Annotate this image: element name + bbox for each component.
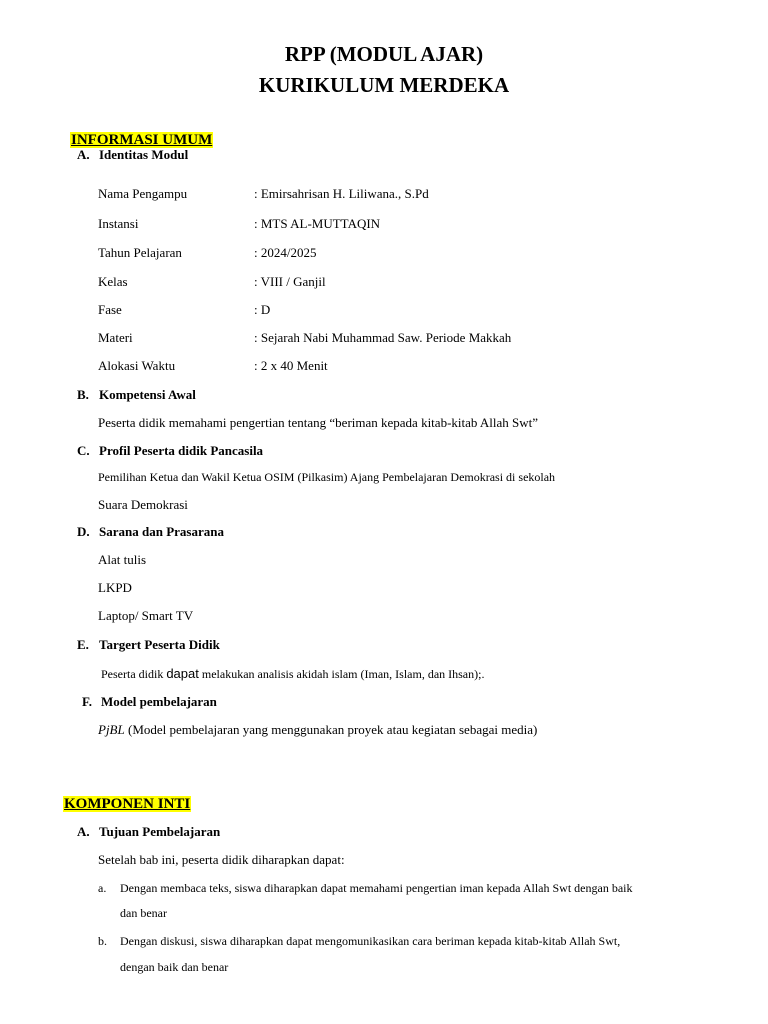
model-text: PjBL (Model pembelajaran yang menggunakan proyek atau kegiatan sebagai media) xyxy=(98,722,538,737)
row-value: : D xyxy=(254,302,271,317)
row-label: Materi xyxy=(98,330,133,345)
row-label: Nama Pengampu xyxy=(98,186,188,201)
identitas-letter: A. xyxy=(77,147,90,162)
row-label: Alokasi Waktu xyxy=(98,358,176,373)
row-value: : MTS AL-MUTTAQIN xyxy=(254,216,381,231)
target-text: Peserta didik dapat melakukan analisis akidah islam (Iman, Islam, dan Ihsan);. xyxy=(98,666,485,681)
tujuan-letter: A. xyxy=(77,824,90,839)
row-label: Instansi xyxy=(98,216,139,231)
profil-line: Suara Demokrasi xyxy=(98,497,188,512)
tujuan-item-line: Dengan membaca teks, siswa diharapkan dapat memahami pengertian iman kepada Allah Swt dengan baik xyxy=(120,881,633,895)
section-heading-komponen-inti: KOMPONEN INTI xyxy=(64,796,191,812)
row-value: : 2 x 40 Menit xyxy=(254,358,328,373)
tujuan-label: Tujuan Pembelajaran xyxy=(99,824,221,839)
sarana-label: Sarana dan Prasarana xyxy=(99,524,224,539)
row-label: Tahun Pelajaran xyxy=(98,245,182,260)
row-label: Fase xyxy=(98,302,122,317)
sarana-item: LKPD xyxy=(98,580,132,595)
profil-label: Profil Peserta didik Pancasila xyxy=(99,443,264,458)
row-value: : VIII / Ganjil xyxy=(254,274,326,289)
target-letter: E. xyxy=(77,637,89,652)
tujuan-item-line: Dengan diskusi, siswa diharapkan dapat mengomunikasikan cara beriman kepada kitab-kitab Allah Swt, xyxy=(120,934,621,948)
model-label: Model pembelajaran xyxy=(101,694,217,709)
target-label: Targert Peserta Didik xyxy=(99,637,220,652)
kompetensi-text: Peserta didik memahami pengertian tentang “beriman kepada kitab-kitab Allah Swt” xyxy=(98,415,539,430)
tujuan-marker: b. xyxy=(98,934,107,948)
kompetensi-letter: B. xyxy=(77,387,89,402)
tujuan-item-line: dan benar xyxy=(120,906,167,920)
row-value: : 2024/2025 xyxy=(254,245,317,260)
document-subtitle: KURIKULUM MERDEKA xyxy=(258,73,510,97)
tujuan-item-line: dengan baik dan benar xyxy=(120,960,229,974)
profil-letter: C. xyxy=(77,443,90,458)
profil-line: Pemilihan Ketua dan Wakil Ketua OSIM (Pilkasim) Ajang Pembelajaran Demokrasi di sekolah xyxy=(98,470,556,484)
identitas-label: Identitas Modul xyxy=(99,147,189,162)
sarana-letter: D. xyxy=(77,524,90,539)
section-heading-informasi-umum: INFORMASI UMUM xyxy=(71,132,213,148)
document-title: RPP (MODUL AJAR) xyxy=(284,42,484,66)
row-label: Kelas xyxy=(98,274,128,289)
model-letter: F. xyxy=(82,694,92,709)
kompetensi-label: Kompetensi Awal xyxy=(99,387,196,402)
tujuan-marker: a. xyxy=(98,881,107,895)
row-value: : Sejarah Nabi Muhammad Saw. Periode Makkah xyxy=(254,330,512,345)
row-value: : Emirsahrisan H. Liliwana., S.Pd xyxy=(254,186,429,201)
tujuan-intro: Setelah bab ini, peserta didik diharapkan dapat: xyxy=(98,852,345,867)
sarana-item: Laptop/ Smart TV xyxy=(98,608,194,623)
sarana-item: Alat tulis xyxy=(98,552,147,567)
